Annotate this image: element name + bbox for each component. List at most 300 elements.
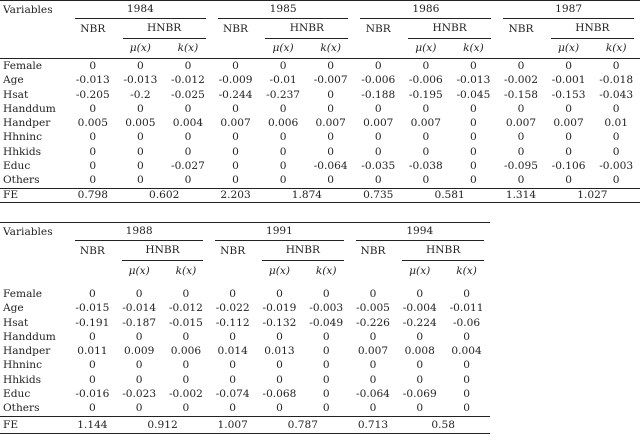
nbr-header: NBR: [365, 22, 391, 35]
value-cell: 0: [416, 373, 424, 386]
hnbr-header: [117, 19, 212, 39]
value-cell: -0.014: [122, 302, 157, 315]
table-row: [0, 59, 640, 74]
value-cell: 0: [322, 373, 330, 386]
value-cell: -0.069: [402, 388, 437, 401]
value-cell: 0: [276, 373, 283, 386]
value-cell: 0.007: [553, 117, 584, 130]
value-cell: 0: [89, 160, 97, 173]
value-cell: 0: [136, 60, 144, 72]
variable-label: Others: [3, 174, 40, 187]
value-cell: -0.038: [408, 160, 443, 173]
blank: [209, 261, 256, 281]
value-cell: 0: [463, 359, 470, 372]
value-cell: 0: [565, 131, 572, 144]
nbr-header: NBR: [80, 22, 106, 35]
hnbr-header: [116, 241, 210, 261]
value-cell: -0.004: [402, 302, 437, 315]
hnbr-header-text: HNBR: [402, 241, 484, 261]
value-cell: 0: [612, 174, 620, 187]
value-cell: 0: [184, 102, 192, 115]
value-cell: 0.008: [404, 345, 435, 358]
value-cell: 0: [565, 102, 572, 115]
table-row: [0, 287, 490, 301]
fe-hnbr: 1.027: [545, 188, 640, 202]
value-cell: -0.001: [551, 74, 586, 87]
fe-nbr: 1.314: [497, 188, 545, 202]
table-row: [0, 401, 490, 416]
hnbr-header-text: HNBR: [122, 241, 204, 261]
value-cell: 0: [322, 345, 330, 358]
value-cell: 0: [232, 160, 239, 173]
fe-nbr: 2.203: [212, 188, 260, 202]
value-cell: 0.007: [315, 117, 346, 130]
value-cell: 0: [89, 131, 97, 144]
variable-label: Handper: [3, 117, 51, 130]
value-cell: 0: [135, 402, 143, 415]
value-cell: 0: [422, 145, 430, 158]
year-header: [354, 1, 497, 20]
value-cell: 0: [182, 288, 190, 300]
value-cell: 0: [327, 88, 335, 101]
value-cell: 0: [89, 330, 96, 343]
value-cell: 0: [184, 145, 192, 158]
value-cell: 0: [422, 131, 430, 144]
value-cell: 0.005: [125, 117, 156, 130]
value-cell: 0.01: [604, 117, 628, 130]
value-cell: 0: [517, 174, 525, 187]
value-cell: -0.018: [599, 74, 634, 87]
fe-hnbr: 1.874: [259, 188, 354, 202]
value-cell: 0: [565, 60, 572, 72]
value-cell: 0: [279, 160, 287, 173]
value-cell: 0: [565, 145, 572, 158]
value-cell: -0.006: [361, 74, 396, 87]
blank: [497, 39, 545, 59]
value-cell: 0: [232, 60, 239, 72]
k-header: k(x): [307, 39, 355, 59]
value-cell: -0.022: [215, 302, 250, 315]
hnbr-header: [259, 19, 354, 39]
hnbr-header-text: HNBR: [408, 19, 491, 39]
value-cell: 0: [229, 359, 237, 372]
value-cell: 0: [422, 102, 430, 115]
hnbr-header: [402, 19, 497, 39]
year-header-text: 1984: [75, 1, 206, 19]
value-cell: 0.007: [363, 117, 394, 130]
fe-nbr: 0.735: [354, 188, 402, 202]
value-cell: -0.003: [599, 160, 634, 173]
mu-header: μ(x): [128, 265, 150, 277]
value-cell: -0.035: [361, 160, 396, 173]
table-row: [0, 159, 640, 173]
value-cell: 0: [470, 145, 477, 158]
value-cell: 0: [279, 174, 287, 187]
value-cell: 0: [463, 388, 470, 401]
value-cell: 0: [229, 330, 237, 343]
value-cell: 0: [416, 330, 424, 343]
fe-hnbr: 0.787: [256, 416, 350, 433]
value-cell: -0.007: [313, 74, 348, 87]
value-cell: 0: [276, 288, 283, 300]
year-header: [69, 1, 212, 20]
value-cell: 0: [463, 288, 470, 300]
value-cell: 0: [229, 288, 237, 300]
fe-hnbr: 0.58: [396, 416, 490, 433]
value-cell: 0: [276, 330, 283, 343]
hnbr-header: [545, 19, 640, 39]
fe-label: FE: [0, 188, 69, 202]
value-cell: 0: [612, 131, 620, 144]
value-cell: 0: [327, 102, 335, 115]
value-cell: -0.074: [215, 388, 250, 401]
value-cell: 0: [135, 288, 143, 300]
table-row: [0, 316, 490, 330]
variable-label: Hhkids: [3, 145, 42, 158]
year-header-text: 1986: [360, 1, 491, 19]
year-header: [209, 223, 349, 242]
value-cell: 0: [422, 60, 430, 72]
hnbr-header-text: HNBR: [265, 19, 348, 39]
blank: [0, 241, 69, 261]
value-cell: 0: [232, 102, 239, 115]
value-cell: 0: [517, 60, 525, 72]
fe-hnbr: 0.912: [116, 416, 210, 433]
value-cell: 0: [135, 373, 143, 386]
value-cell: -0.237: [266, 88, 301, 101]
value-cell: 0.011: [77, 345, 108, 358]
value-cell: 0: [327, 174, 335, 187]
value-cell: 0: [612, 145, 620, 158]
variable-label: Female: [3, 288, 43, 300]
nbr-header: NBR: [79, 244, 105, 257]
value-cell: -0.064: [356, 388, 390, 401]
value-cell: -0.003: [309, 302, 344, 315]
variables-header: Variables: [0, 1, 69, 20]
value-cell: 0: [463, 330, 470, 343]
value-cell: 0: [182, 402, 190, 415]
value-cell: 0: [369, 288, 377, 300]
value-cell: 0: [470, 117, 477, 130]
value-cell: -0.013: [75, 74, 110, 87]
table-row: [0, 301, 490, 315]
value-cell: 0: [184, 60, 192, 72]
value-cell: -0.019: [262, 302, 297, 315]
value-cell: -0.012: [168, 302, 203, 315]
variable-label: Hhninc: [3, 359, 43, 372]
value-cell: 0: [279, 145, 287, 158]
value-cell: -0.005: [356, 302, 390, 315]
value-cell: -0.01: [269, 74, 297, 87]
value-cell: 0.014: [217, 345, 248, 358]
mu-header: μ(x): [402, 39, 450, 59]
value-cell: 0.013: [264, 345, 295, 358]
value-cell: 0.004: [451, 345, 482, 358]
value-cell: -0.112: [215, 316, 250, 329]
value-cell: -0.095: [504, 160, 538, 173]
hnbr-header: [396, 241, 490, 261]
value-cell: -0.027: [170, 160, 205, 173]
table-row: [0, 358, 490, 372]
value-cell: 0: [232, 131, 239, 144]
value-cell: -0.049: [309, 316, 344, 329]
value-cell: 0: [279, 60, 287, 72]
value-cell: 0: [416, 288, 424, 300]
blank: [0, 261, 69, 281]
value-cell: 0: [89, 373, 96, 386]
year-header: [69, 223, 209, 242]
table-row: [0, 173, 640, 188]
blank: [69, 39, 117, 59]
value-cell: 0: [229, 373, 237, 386]
value-cell: 0: [327, 145, 335, 158]
k-header: k(x): [315, 265, 337, 277]
value-cell: 0: [89, 288, 96, 300]
nbr-header: NBR: [223, 22, 249, 35]
value-cell: 0: [182, 330, 190, 343]
table-row: [0, 73, 640, 87]
year-header: [350, 223, 490, 242]
value-cell: -0.025: [170, 88, 205, 101]
value-cell: 0.007: [410, 117, 441, 130]
value-cell: 0: [182, 359, 190, 372]
value-cell: 0: [322, 402, 330, 415]
fe-label: FE: [0, 416, 69, 433]
value-cell: 0: [89, 359, 96, 372]
value-cell: 0.006: [267, 117, 299, 130]
value-cell: 0: [232, 174, 239, 187]
value-cell: -0.205: [75, 88, 110, 101]
value-cell: 0: [89, 60, 97, 72]
value-cell: 0: [470, 131, 477, 144]
variable-label: Handdum: [3, 330, 56, 343]
value-cell: -0.224: [402, 316, 437, 329]
value-cell: 0: [374, 102, 382, 115]
year-header-text: 1994: [356, 223, 484, 241]
value-cell: -0.013: [456, 74, 491, 87]
value-cell: -0.023: [122, 388, 157, 401]
fe-nbr: 1.007: [209, 416, 256, 433]
value-cell: -0.2: [130, 88, 151, 101]
value-cell: 0: [184, 131, 192, 144]
value-cell: 0: [470, 102, 477, 115]
variable-label: Handper: [3, 345, 51, 358]
blank: [354, 39, 402, 59]
value-cell: 0: [89, 174, 97, 187]
fe-nbr: 1.144: [69, 416, 116, 433]
coefficients-table-2: [0, 222, 490, 434]
hnbr-header-text: HNBR: [123, 19, 206, 39]
value-cell: 0: [276, 402, 283, 415]
value-cell: 0: [135, 330, 143, 343]
mu-header: μ(x): [409, 265, 431, 277]
value-cell: 0: [136, 131, 144, 144]
k-header: k(x): [450, 39, 498, 59]
value-cell: -0.009: [218, 74, 253, 87]
value-cell: 0: [279, 102, 287, 115]
value-cell: 0: [463, 402, 470, 415]
value-cell: 0: [470, 160, 477, 173]
value-cell: 0: [135, 359, 143, 372]
value-cell: 0: [422, 174, 430, 187]
table-row: [0, 344, 490, 358]
mu-header: μ(x): [259, 39, 307, 59]
blank: [350, 261, 397, 281]
value-cell: 0: [416, 359, 424, 372]
value-cell: 0: [369, 402, 377, 415]
value-cell: 0: [89, 402, 96, 415]
variable-label: Hhkids: [3, 373, 42, 386]
nbr-header: NBR: [220, 244, 246, 257]
variable-label: Female: [3, 60, 43, 72]
value-cell: 0: [327, 60, 335, 72]
value-cell: 0: [136, 160, 144, 173]
blank: [0, 19, 69, 39]
value-cell: -0.188: [361, 88, 396, 101]
fe-hnbr: 0.581: [402, 188, 497, 202]
value-cell: 0: [232, 145, 239, 158]
table-row: [0, 102, 640, 116]
blank: [0, 39, 69, 59]
value-cell: 0.005: [77, 117, 108, 130]
table-row: [0, 330, 490, 344]
value-cell: -0.016: [75, 388, 110, 401]
value-cell: 0: [612, 102, 620, 115]
value-cell: 0: [322, 388, 330, 401]
year-header-text: 1988: [75, 223, 203, 241]
value-cell: -0.068: [262, 388, 297, 401]
value-cell: 0: [136, 102, 144, 115]
value-cell: 0.004: [172, 117, 204, 130]
value-cell: -0.043: [599, 88, 634, 101]
variable-label: Hsat: [3, 88, 29, 101]
value-cell: -0.015: [75, 302, 110, 315]
table-row: [0, 88, 640, 102]
year-header-text: 1991: [215, 223, 343, 241]
value-cell: -0.045: [456, 88, 491, 101]
table-row: [0, 373, 490, 387]
value-cell: 0: [322, 359, 330, 372]
table-row: [0, 116, 640, 130]
value-cell: 0: [374, 174, 382, 187]
variable-label: Educ: [3, 160, 31, 173]
k-header: k(x): [592, 39, 640, 59]
value-cell: 0: [182, 373, 190, 386]
value-cell: -0.06: [452, 316, 481, 329]
value-cell: 0: [517, 145, 525, 158]
fe-hnbr: 0.602: [117, 188, 212, 202]
k-header: k(x): [164, 39, 212, 59]
value-cell: 0.009: [123, 345, 155, 358]
value-cell: -0.132: [262, 316, 297, 329]
variables-header: Variables: [0, 223, 69, 242]
table-row: [0, 387, 490, 401]
value-cell: 0: [369, 373, 377, 386]
value-cell: 0: [612, 60, 620, 72]
value-cell: 0.007: [505, 117, 537, 130]
value-cell: 0: [374, 131, 382, 144]
value-cell: 0: [136, 145, 144, 158]
mu-header: μ(x): [268, 265, 291, 277]
value-cell: 0: [374, 60, 382, 72]
table-row: [0, 130, 640, 144]
value-cell: 0: [463, 373, 470, 386]
value-cell: -0.195: [408, 88, 443, 101]
value-cell: -0.012: [170, 74, 205, 87]
value-cell: 0.007: [220, 117, 251, 130]
value-cell: -0.106: [551, 160, 586, 173]
value-cell: 0: [279, 131, 287, 144]
value-cell: 0: [229, 402, 237, 415]
variable-label: Educ: [3, 388, 31, 401]
value-cell: 0: [89, 145, 97, 158]
variable-label: Age: [3, 302, 24, 315]
value-cell: -0.006: [408, 74, 443, 87]
value-cell: 0: [416, 402, 424, 415]
value-cell: 0: [322, 288, 330, 300]
coefficients-table-1: [0, 0, 640, 203]
value-cell: 0.006: [170, 345, 202, 358]
value-cell: 0: [369, 330, 377, 343]
value-cell: 0: [89, 102, 97, 115]
hnbr-header-text: HNBR: [551, 19, 634, 39]
value-cell: -0.064: [313, 160, 348, 173]
value-cell: 0: [565, 174, 572, 187]
value-cell: -0.002: [504, 74, 538, 87]
value-cell: 0: [517, 131, 525, 144]
blank: [212, 39, 260, 59]
value-cell: -0.015: [168, 316, 203, 329]
value-cell: -0.244: [218, 88, 253, 101]
variable-label: Age: [3, 74, 24, 87]
k-header: k(x): [175, 265, 197, 277]
value-cell: -0.226: [356, 316, 390, 329]
mu-header: μ(x): [117, 39, 165, 59]
value-cell: -0.187: [122, 316, 157, 329]
variable-label: Hhninc: [3, 131, 43, 144]
year-header-text: 1987: [503, 1, 634, 19]
value-cell: -0.002: [168, 388, 203, 401]
value-cell: -0.191: [75, 316, 110, 329]
value-cell: 0: [470, 60, 477, 72]
value-cell: 0: [136, 174, 144, 187]
variable-label: Handdum: [3, 102, 56, 115]
value-cell: 0: [276, 359, 283, 372]
variable-label: Hsat: [3, 316, 29, 329]
variable-label: Others: [3, 402, 40, 415]
nbr-header: NBR: [360, 244, 386, 257]
value-cell: 0: [322, 330, 330, 343]
year-header: [497, 1, 640, 20]
year-header: [212, 1, 355, 20]
mu-header: μ(x): [545, 39, 593, 59]
value-cell: -0.153: [551, 88, 586, 101]
value-cell: 0: [517, 102, 525, 115]
value-cell: 0: [470, 174, 477, 187]
value-cell: 0: [327, 131, 335, 144]
hnbr-header: [256, 241, 350, 261]
blank: [69, 261, 116, 281]
value-cell: -0.013: [123, 74, 158, 87]
hnbr-header-text: HNBR: [262, 241, 344, 261]
value-cell: 0: [184, 174, 192, 187]
k-header: k(x): [456, 265, 477, 277]
value-cell: 0: [374, 145, 382, 158]
nbr-header: NBR: [508, 22, 534, 35]
fe-nbr: 0.713: [350, 416, 397, 433]
value-cell: 0.007: [357, 345, 389, 358]
value-cell: 0: [369, 359, 377, 372]
